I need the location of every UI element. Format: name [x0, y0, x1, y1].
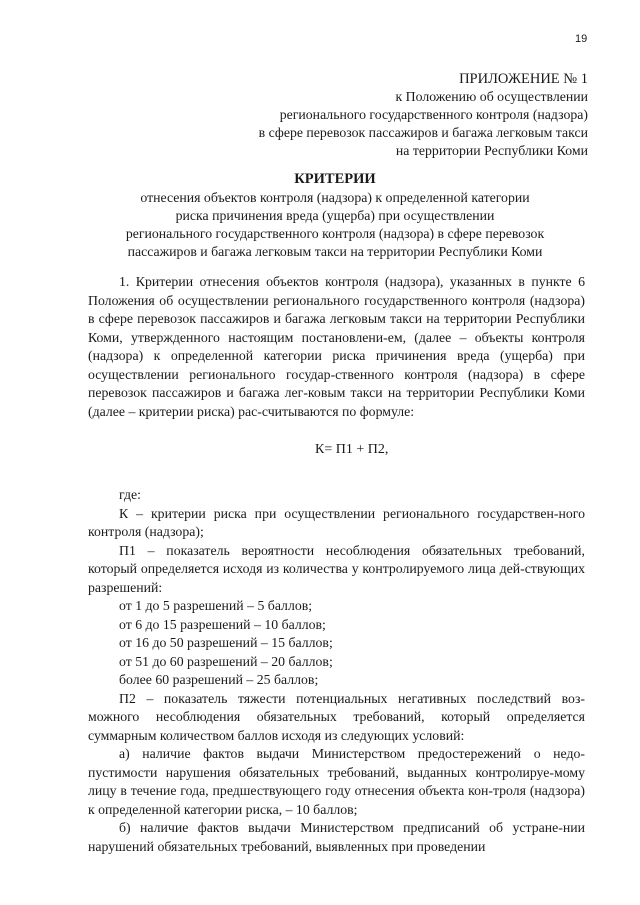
criteria-title-block — [95, 170, 575, 261]
page-number: 19 — [575, 33, 588, 45]
definition-p1: П1 – показатель вероятности несоблюдения обязательных требований, который определяется исходя из количества у контролируемого лица дей-ствующих разрешений: — [88, 542, 585, 595]
criteria-line: пассажиров и багажа легковым такси на территории Республики Коми — [127, 244, 543, 259]
appendix-header — [168, 70, 588, 160]
risk-formula: К= П1 + П2, — [315, 442, 389, 457]
definitions-block — [88, 487, 585, 856]
appendix-line: регионального государственного контроля (надзора) — [279, 107, 588, 122]
criteria-heading: КРИТЕРИИ — [294, 171, 376, 187]
appendix-line: на территории Республики Коми — [395, 143, 588, 158]
condition-a: а) наличие фактов выдачи Министерством предостережений о недо-пустимости нарушения обязательных требований, выданных контролируе-мому лицу в течение года, предшествующего году отнесения объекта кон-троля (надзора) к определенной категории риска, – 10 баллов; — [88, 746, 585, 817]
p1-range-item: от 16 до 50 разрешений – 15 баллов; — [119, 635, 333, 650]
appendix-line: к Положению об осуществлении — [395, 89, 588, 104]
appendix-title: ПРИЛОЖЕНИЕ № 1 — [459, 71, 588, 87]
paragraph-1: 1. Критерии отнесения объектов контроля (надзора), указанных в пункте 6 Положения об осуществлении регионального государственного контроля (надзора) в сфере перевозок пассажиров и багажа легковым такси на территории Республики Коми, утвержденного настоящим постановлени-ем, (далее – объекты контроля (надзора) к определенной категории риска причинения вреда (ущерба) при осуществлении регионального государ-ственного контроля (надзора) в сфере перевозок пассажиров и багажа лег-ковым такси на территории Республики Коми (далее – критерии риска) рас-считываются по формуле: — [88, 274, 585, 419]
definition-p2: П2 – показатель тяжести потенциальных негативных последствий воз-можного несоблюдения обязательных требований, который определяется суммарным количеством баллов исходя из следующих условий: — [88, 690, 585, 743]
p1-range-item: от 6 до 15 разрешений – 10 баллов; — [119, 616, 326, 632]
document-body — [88, 273, 585, 421]
p1-range-item: от 1 до 5 разрешений – 5 баллов; — [119, 598, 313, 613]
p1-range-item: от 51 до 60 разрешений – 20 баллов; — [119, 653, 333, 669]
p1-range-item: более 60 разрешений – 25 баллов; — [119, 672, 319, 687]
criteria-line: риска причинения вреда (ущерба) при осуществлении — [175, 208, 495, 223]
criteria-line: отнесения объектов контроля (надзора) к определенной категории — [140, 190, 530, 205]
condition-b: б) наличие фактов выдачи Министерством предписаний об устране-нии нарушений обязательных требований, выявленных при проведении — [88, 820, 585, 854]
criteria-line: регионального государственного контроля (надзора) в сфере перевозок — [125, 226, 545, 241]
where-label: где: — [119, 487, 141, 502]
definition-k: К – критерии риска при осуществлении регионального государствен-ного контроля (надзора); — [88, 505, 585, 539]
appendix-line: в сфере перевозок пассажиров и багажа легковым такси — [258, 125, 588, 140]
